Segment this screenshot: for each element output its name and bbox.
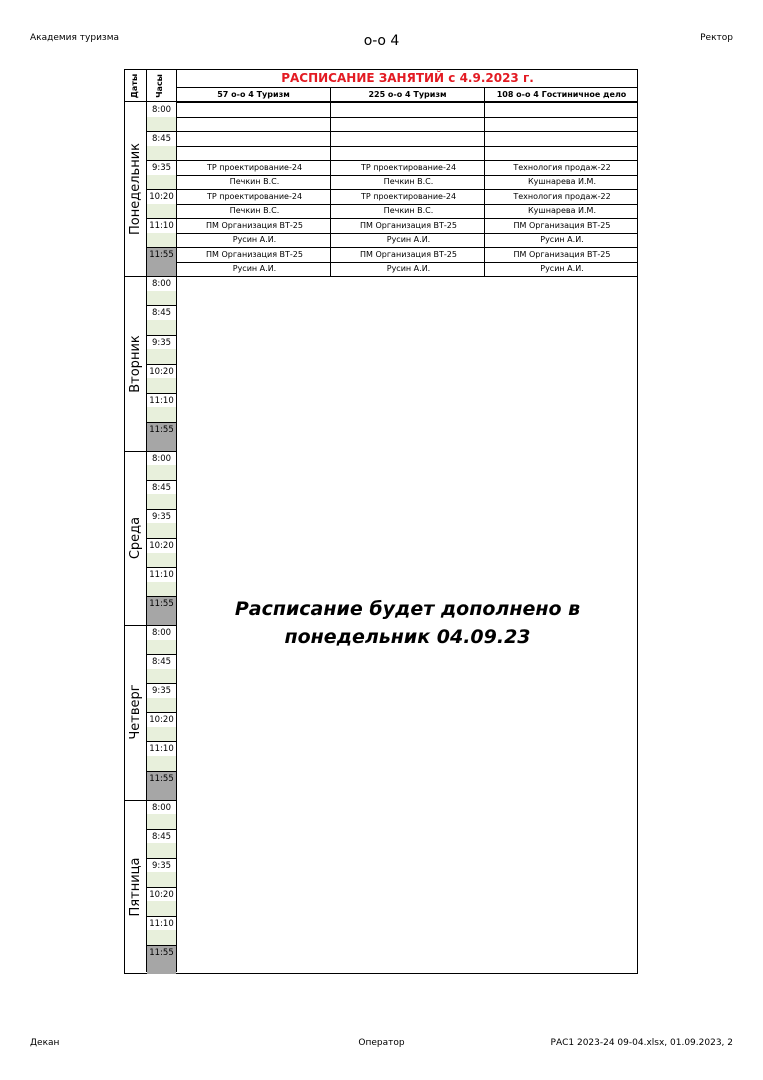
slot-divider [147, 596, 176, 597]
time-label: 10:20 [149, 192, 174, 203]
column-header-dates: Даты [130, 73, 139, 99]
group-header-1: 57 о-о 4 Туризм [217, 90, 290, 99]
time-label: 8:00 [151, 279, 172, 290]
time-slot-band [147, 175, 176, 190]
lesson-teacher: Кушнарева И.М. [528, 177, 596, 187]
slot-divider [147, 335, 176, 336]
time-label: 8:00 [151, 802, 172, 813]
time-label: 9:35 [151, 511, 172, 522]
time-slot-band [147, 262, 176, 277]
notice-line-1: Расписание будет дополнено в [234, 598, 581, 620]
time-label: 9:35 [151, 860, 172, 871]
slot-divider [147, 741, 176, 742]
lesson-teacher: Русин А.И. [232, 264, 277, 274]
time-label: 11:55 [149, 424, 174, 435]
slot-divider [147, 189, 176, 190]
time-label: 11:10 [149, 744, 174, 755]
time-label: 9:35 [151, 163, 172, 174]
slot-divider [147, 305, 176, 306]
time-label: 11:10 [149, 221, 174, 232]
schedule-title: РАСПИСАНИЕ ЗАНЯТИЙ с 4.9.2023 г. [281, 71, 534, 85]
slot-divider [147, 712, 176, 713]
time-label: 11:10 [149, 395, 174, 406]
footer-operator: Оператор [358, 1038, 405, 1048]
lesson-teacher: Русин А.И. [540, 264, 584, 274]
day-divider [125, 451, 177, 452]
lesson-subject: Технология продаж-22 [513, 162, 611, 172]
day-divider [125, 800, 177, 801]
lesson-teacher: Русин А.И. [386, 235, 431, 245]
slot-divider [147, 887, 176, 888]
divider-hours-col [176, 70, 177, 972]
divider-group-1 [330, 87, 331, 102]
time-slot-band [147, 233, 176, 248]
schedule-notice [177, 595, 638, 651]
header-rector: Ректор [700, 33, 733, 43]
lesson-row-divider [177, 102, 638, 103]
divider-group-2 [484, 87, 485, 102]
slot-divider [147, 422, 176, 423]
slot-divider [147, 945, 176, 946]
time-slot-band [147, 436, 176, 451]
day-label: Четверг [128, 684, 144, 741]
notice-line-2: понедельник 04.09.23 [284, 626, 531, 648]
time-label: 10:20 [149, 715, 174, 726]
time-slot-band [147, 146, 176, 161]
lesson-teacher: Печкин В.С. [229, 206, 280, 216]
lesson-teacher: Печкин В.С. [229, 177, 280, 187]
time-label: 8:00 [151, 628, 172, 639]
footer-file-info: РАС1 2023-24 09-04.xlsx, 01.09.2023, 2 [550, 1038, 733, 1048]
time-label: 8:45 [151, 134, 172, 145]
time-slot-band [147, 959, 176, 974]
time-label: 8:00 [151, 105, 172, 115]
time-slot-band [147, 291, 176, 306]
lesson-subject: ПМ Организация ВТ-25 [513, 220, 611, 230]
time-label: 8:45 [151, 831, 172, 842]
time-label: 10:20 [149, 366, 174, 377]
lesson-row-divider [177, 131, 638, 132]
lesson-teacher: Печкин В.С. [383, 177, 434, 187]
slot-divider [147, 829, 176, 830]
time-slot-band [147, 727, 176, 742]
time-label: 11:55 [149, 773, 174, 784]
slot-divider [147, 364, 176, 365]
lesson-row-divider [177, 117, 638, 118]
day-label: Понедельник [128, 143, 144, 236]
group-header-3: 108 о-о 4 Гостиничное дело [496, 90, 627, 99]
slot-divider [147, 480, 176, 481]
lesson-subject: ТР проектирование-24 [206, 191, 303, 201]
day-label: Среда [128, 516, 144, 560]
slot-divider [147, 858, 176, 859]
lesson-teacher: Кушнарева И.М. [528, 206, 596, 216]
lesson-subject: ПМ Организация ВТ-25 [206, 249, 303, 259]
time-label: 11:55 [149, 250, 174, 261]
slot-divider [147, 683, 176, 684]
time-label: 11:10 [149, 570, 174, 581]
time-slot-band [147, 582, 176, 597]
time-slot-band [147, 698, 176, 713]
slot-divider [147, 247, 176, 248]
time-slot-band [147, 553, 176, 568]
day-label: Вторник [128, 334, 144, 393]
lesson-subject: ПМ Организация ВТ-25 [513, 249, 611, 259]
lesson-subject: ТР проектирование-24 [206, 162, 303, 172]
time-slot-band [147, 378, 176, 393]
lesson-teacher: Русин А.И. [386, 264, 431, 274]
time-slot-band [147, 640, 176, 655]
time-slot-band [147, 465, 176, 480]
header-org-name: Академия туризма [30, 33, 120, 43]
time-slot-band [147, 117, 176, 132]
time-slot-band [147, 407, 176, 422]
slot-divider [147, 393, 176, 394]
time-slot-band [147, 320, 176, 335]
day-label: Пятница [128, 857, 144, 917]
time-slot-band [147, 872, 176, 887]
header-group-code: о-о 4 [363, 33, 400, 49]
day-divider [125, 625, 177, 626]
schedule-sheet [124, 69, 638, 974]
lesson-subject: ПМ Организация ВТ-25 [206, 220, 303, 230]
slot-divider [147, 509, 176, 510]
day-divider [125, 276, 177, 277]
time-label: 10:20 [149, 889, 174, 900]
lesson-teacher: Русин А.И. [232, 235, 277, 245]
time-label: 8:45 [151, 482, 172, 493]
lesson-row-divider [177, 146, 638, 147]
slot-divider [147, 131, 176, 132]
day-divider [125, 276, 638, 277]
lesson-subject: ТР проектирование-24 [360, 191, 457, 201]
time-label: 8:45 [151, 308, 172, 319]
lesson-subject: ПМ Организация ВТ-25 [360, 249, 457, 259]
lesson-teacher: Русин А.И. [540, 235, 584, 245]
time-label: 9:35 [151, 686, 172, 697]
time-slot-band [147, 930, 176, 945]
group-header-2: 225 о-о 4 Туризм [368, 90, 447, 99]
time-label: 9:35 [151, 337, 172, 348]
slot-divider [147, 916, 176, 917]
slot-divider [147, 160, 176, 161]
time-slot-band [147, 611, 176, 626]
time-slot-band [147, 523, 176, 538]
time-label: 11:55 [149, 599, 174, 610]
time-label: 8:45 [151, 657, 172, 668]
time-label: 11:55 [149, 947, 174, 958]
lesson-teacher: Печкин В.С. [383, 206, 434, 216]
time-label: 8:00 [151, 453, 172, 464]
time-slot-band [147, 843, 176, 858]
lesson-subject: ТР проектирование-24 [360, 162, 457, 172]
slot-divider [147, 538, 176, 539]
time-label: 11:10 [149, 918, 174, 929]
time-slot-band [147, 756, 176, 771]
column-header-hours: Часы [155, 74, 164, 98]
slot-divider [147, 218, 176, 219]
footer-dean: Декан [30, 1038, 60, 1048]
lesson-subject: ПМ Организация ВТ-25 [360, 220, 457, 230]
time-slot-band [147, 785, 176, 800]
lesson-subject: Технология продаж-22 [513, 191, 611, 201]
slot-divider [147, 567, 176, 568]
time-slot-band [147, 901, 176, 916]
time-slot-band [147, 814, 176, 829]
slot-divider [147, 654, 176, 655]
time-slot-band [147, 669, 176, 684]
time-label: 10:20 [149, 541, 174, 551]
divider-title [177, 87, 638, 88]
time-slot-band [147, 204, 176, 219]
slot-divider [147, 771, 176, 772]
time-slot-band [147, 349, 176, 364]
time-slot-band [147, 494, 176, 509]
